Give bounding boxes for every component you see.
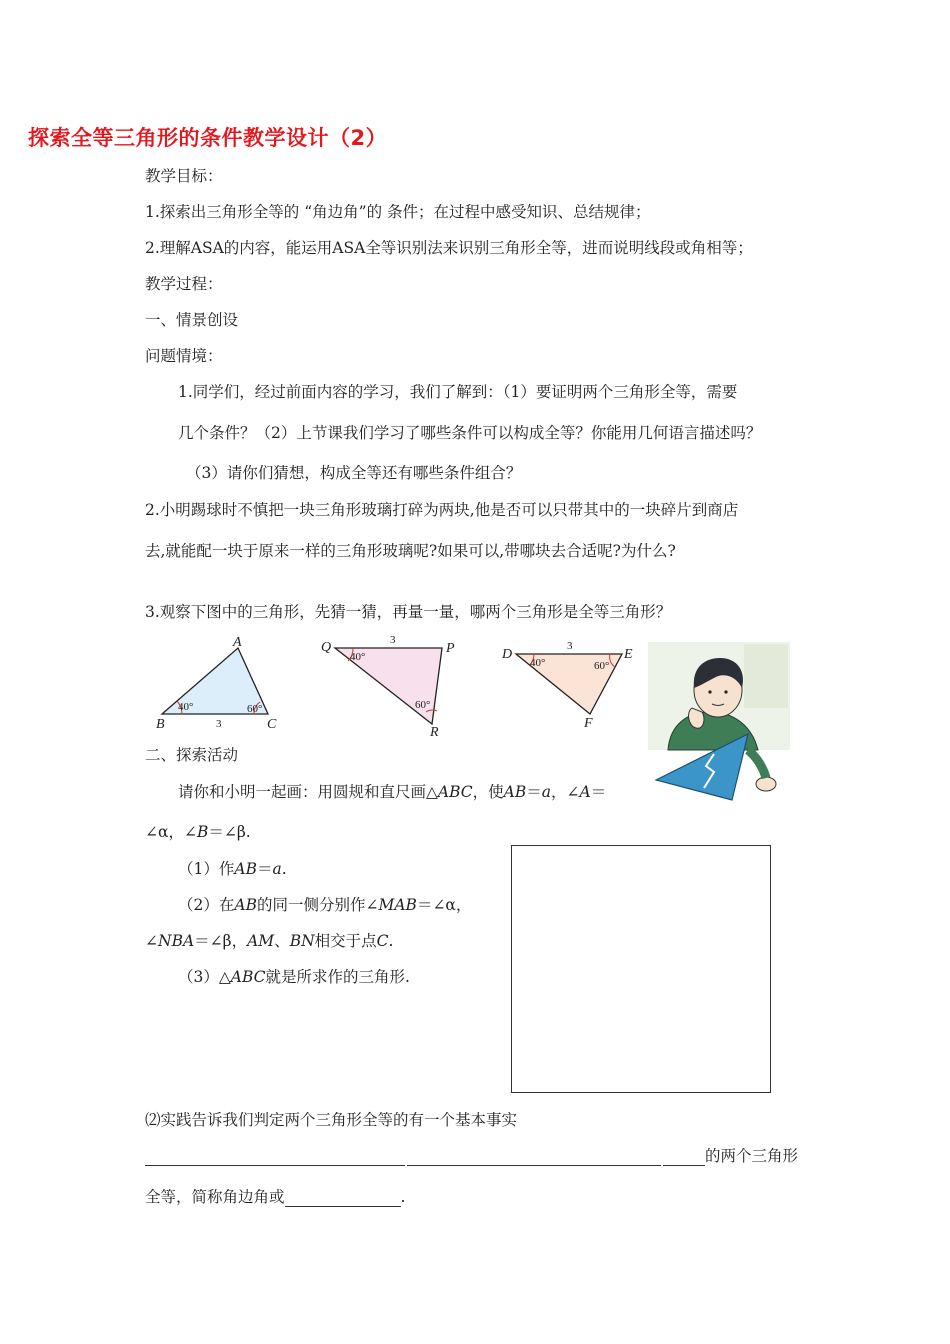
objective-1: 1.探索出三角形全等的 “角边角”的 条件；在过程中感受知识、总结规律； bbox=[145, 203, 651, 221]
vertex-p-label: P bbox=[446, 641, 455, 656]
side-bc-label: 3 bbox=[216, 718, 222, 730]
practice-statement: ⑵实践告诉我们判定两个三角形全等的有一个基本事实 bbox=[145, 1111, 518, 1129]
triangle-abc bbox=[156, 635, 277, 732]
vertex-a-label: A bbox=[233, 635, 242, 650]
vertex-e-label: E bbox=[624, 647, 633, 662]
vertex-r-label: R bbox=[430, 725, 439, 740]
angle-c-label: 60° bbox=[247, 703, 263, 715]
answer-blank-2[interactable] bbox=[407, 1147, 661, 1166]
side-qp-label: 3 bbox=[390, 634, 396, 646]
question-1-line-3: （3）请你们猜想，构成全等还有哪些条件组合？ bbox=[186, 464, 522, 482]
section-1-heading: 一、情景创设 bbox=[145, 311, 239, 329]
angle-r-label: 60° bbox=[415, 699, 431, 711]
vertex-d-label: D bbox=[502, 647, 513, 662]
fill-in-line-2: 全等，简称角边角或 . bbox=[145, 1188, 406, 1206]
section-2-heading: 二、探索活动 bbox=[145, 746, 239, 764]
vertex-f-label: F bbox=[584, 716, 593, 731]
angle-d-label: 40° bbox=[530, 657, 546, 669]
problem-heading: 问题情境： bbox=[145, 347, 223, 365]
answer-blank-3[interactable] bbox=[663, 1147, 705, 1166]
triangle-def bbox=[501, 640, 633, 731]
angle-b-label: 40° bbox=[178, 701, 194, 713]
step-3: （3）△ABC就是所求作的三角形. bbox=[178, 968, 410, 986]
boy-broken-glass-illustration bbox=[648, 642, 790, 804]
activity-intro: 请你和小明一起画：用圆规和直尺画△ABC，使AB＝a，∠A＝ bbox=[178, 783, 607, 801]
answer-blank-abbreviation[interactable] bbox=[285, 1188, 401, 1207]
objectives-heading: 教学目标： bbox=[145, 167, 223, 185]
process-heading: 教学过程： bbox=[145, 275, 223, 293]
vertex-b-label: B bbox=[156, 717, 165, 732]
triangles-figure bbox=[150, 632, 650, 742]
question-2-line-2: 去,就能配一块于原来一样的三角形玻璃呢?如果可以,带哪块去合适呢?为什么? bbox=[145, 542, 676, 560]
question-1-line-2: 几个条件？（2）上节课我们学习了哪些条件可以构成全等？你能用几何语言描述吗？ bbox=[178, 424, 762, 442]
step-1: （1）作AB＝a. bbox=[178, 860, 287, 878]
page-title: 探索全等三角形的条件教学设计（2） bbox=[28, 126, 388, 150]
drawing-area-box[interactable] bbox=[511, 845, 771, 1093]
fill-in-line-1: 的两个三角形 bbox=[145, 1144, 798, 1166]
question-3: 3.观察下图中的三角形，先猜一猜，再量一量，哪两个三角形是全等三角形？ bbox=[145, 603, 672, 621]
answer-blank-1[interactable] bbox=[145, 1147, 405, 1166]
angle-e-label: 60° bbox=[594, 660, 610, 672]
vertex-c-label: C bbox=[267, 717, 277, 732]
step-2-continued: ∠NBA＝∠β，AM、BN相交于点C. bbox=[145, 932, 394, 950]
step-2: （2）在AB的同一侧分别作∠MAB＝∠α， bbox=[178, 896, 472, 914]
activity-intro-line-2: ∠α，∠B＝∠β. bbox=[145, 823, 251, 841]
side-de-label: 3 bbox=[567, 640, 573, 652]
question-1-line-1: 1.同学们，经过前面内容的学习，我们了解到：（1）要证明两个三角形全等，需要 bbox=[178, 383, 738, 401]
question-2-line-1: 2.小明踢球时不慎把一块三角形玻璃打碎为两块,他是否可以只带其中的一块碎片到商店 bbox=[145, 501, 739, 519]
vertex-q-label: Q bbox=[321, 640, 332, 655]
objective-2: 2.理解ASA的内容，能运用ASA全等识别法来识别三角形全等，进而说明线段或角相等； bbox=[145, 239, 753, 257]
angle-q-label: 40° bbox=[350, 651, 366, 663]
triangle-qpr bbox=[321, 634, 455, 740]
